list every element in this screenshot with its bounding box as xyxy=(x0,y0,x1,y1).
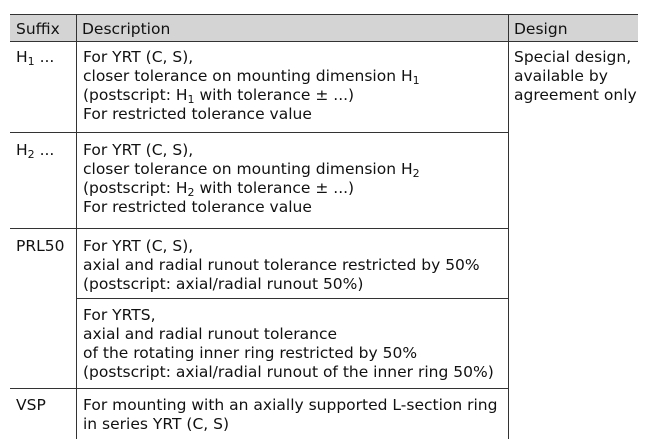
text-fragment: closer tolerance on mounting dimension H xyxy=(83,67,413,85)
text-fragment: with tolerance ± ...) xyxy=(194,179,355,197)
suffix-ellipsis: ... xyxy=(34,141,55,159)
text-fragment: (postscript: H xyxy=(83,179,188,197)
table-header xyxy=(10,14,638,42)
suffix-subscript: 1 xyxy=(27,55,35,68)
description-cell-h1 xyxy=(83,48,420,124)
subscript: 1 xyxy=(412,74,420,87)
text-fragment: (postscript: H xyxy=(83,86,188,104)
description-cell-h2 xyxy=(83,141,420,217)
subscript: 1 xyxy=(187,93,195,106)
text-fragment: closer tolerance on mounting dimension H xyxy=(83,160,413,178)
subscript: 2 xyxy=(412,167,420,180)
header-design: Design xyxy=(514,20,568,38)
suffix-letter: H xyxy=(16,48,28,66)
column-divider xyxy=(76,14,77,439)
description-line: For YRT (C, S), xyxy=(83,237,194,255)
description-line: For restricted tolerance value xyxy=(83,198,312,216)
specification-table xyxy=(10,14,638,439)
description-line xyxy=(83,179,420,198)
description-line: For YRT (C, S), xyxy=(83,48,194,66)
header-suffix: Suffix xyxy=(16,20,60,38)
suffix-subscript: 2 xyxy=(27,148,35,161)
description-line: For YRT (C, S), xyxy=(83,141,194,159)
row-divider xyxy=(76,298,508,299)
suffix-cell-prl50: PRL50 xyxy=(16,237,65,255)
description-line xyxy=(83,67,420,86)
design-line: Special design, xyxy=(514,48,632,66)
description-line: (postscript: axial/radial runout of the inner ring 50%) xyxy=(83,363,494,381)
suffix-letter: H xyxy=(16,141,28,159)
design-line: agreement only xyxy=(514,86,637,104)
description-line: in series YRT (C, S) xyxy=(83,415,230,433)
header-description: Description xyxy=(82,20,171,38)
suffix-cell-vsp: VSP xyxy=(16,396,46,414)
column-divider xyxy=(508,14,509,439)
description-cell-prl50-yrts xyxy=(83,306,494,382)
description-line xyxy=(83,160,420,179)
suffix-cell-h2 xyxy=(16,141,54,160)
subscript: 2 xyxy=(187,186,195,199)
description-line: of the rotating inner ring restricted by 50% xyxy=(83,344,418,362)
description-cell-prl50-yrt xyxy=(83,237,480,294)
description-cell-vsp xyxy=(83,396,497,434)
description-line: (postscript: axial/radial runout 50%) xyxy=(83,275,364,293)
suffix-cell-h1 xyxy=(16,48,54,67)
description-line: For YRTS, xyxy=(83,306,156,324)
suffix-ellipsis: ... xyxy=(34,48,55,66)
row-divider xyxy=(10,228,508,229)
description-line: axial and radial runout tolerance xyxy=(83,325,338,343)
text-fragment: with tolerance ± ...) xyxy=(194,86,355,104)
description-line xyxy=(83,86,420,105)
description-line: For mounting with an axially supported L-section ring xyxy=(83,396,498,414)
description-line: axial and radial runout tolerance restricted by 50% xyxy=(83,256,480,274)
design-cell xyxy=(514,48,637,105)
description-line: For restricted tolerance value xyxy=(83,105,312,123)
row-divider xyxy=(10,132,508,133)
row-divider xyxy=(10,388,508,389)
design-line: available by xyxy=(514,67,608,85)
